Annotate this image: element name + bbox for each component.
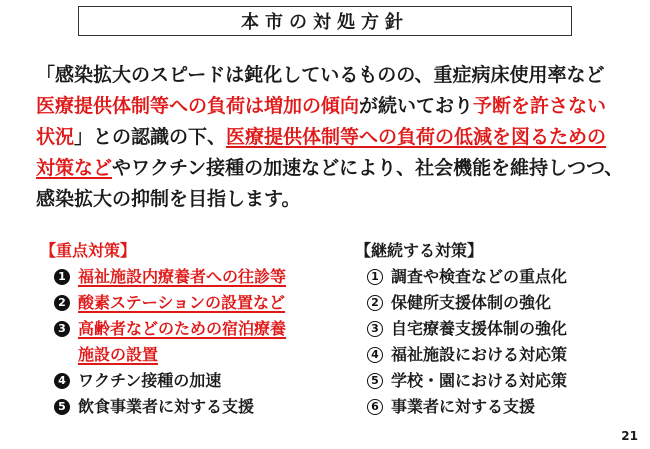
priority-item: [40, 368, 340, 394]
number-circle-icon: 6: [367, 399, 383, 415]
priority-item: [40, 290, 340, 316]
highlight-text: 予断を許さない: [473, 95, 607, 117]
continuing-item-text: 自宅療養支援体制の強化: [391, 319, 568, 338]
continuing-item-text: 福祉施設における対応策: [391, 345, 568, 364]
policy-paragraph: [36, 60, 636, 215]
paragraph-text: 」との認識の下、: [74, 126, 227, 148]
priority-item-text: 高齢者などのための宿泊療養: [78, 319, 287, 338]
priority-item-text: 飲食事業者に対する支援: [78, 397, 255, 416]
continuing-measures: [355, 238, 645, 420]
highlight-underlined-text: 医療提供体制等への負荷の低減を図るための: [226, 126, 607, 148]
continuing-item-text: 保健所支援体制の強化: [391, 293, 552, 312]
continuing-item-text: 調査や検査などの重点化: [391, 267, 568, 286]
highlight-text: 状況: [36, 126, 75, 148]
priority-list: [40, 264, 340, 420]
number-badge-icon: 3: [54, 321, 70, 337]
number-badge-icon: 2: [54, 295, 70, 311]
continuing-item-text: 学校・園における対応策: [391, 371, 568, 390]
priority-item: [40, 394, 340, 420]
number-circle-icon: 5: [367, 373, 383, 389]
continuing-item: [355, 394, 645, 420]
continuing-item: [355, 290, 645, 316]
priority-item-text: 福祉施設内療養者への往診等: [78, 267, 287, 286]
paragraph-line-4: [36, 153, 636, 184]
paragraph-text: が続いており: [359, 95, 474, 117]
page-number: 21: [621, 429, 638, 443]
slide-title: [78, 6, 572, 36]
number-badge-icon: 5: [54, 399, 70, 415]
priority-measures: [40, 238, 340, 420]
slide-title-text: 本市の対処方針: [241, 12, 409, 33]
number-badge-icon: 4: [54, 373, 70, 389]
number-circle-icon: 1: [367, 269, 383, 285]
continuing-item: [355, 368, 645, 394]
highlight-text: 医療提供体制等への負荷は増加の傾向: [36, 95, 360, 117]
continuing-item: [355, 316, 645, 342]
paragraph-line-2: [36, 91, 636, 122]
priority-item-continuation: 施設の設置: [78, 345, 159, 364]
paragraph-text: やワクチン接種の加速などにより、社会機能を維持しつつ、: [112, 157, 624, 179]
paragraph-text: 感染拡大の抑制を目指します。: [36, 188, 301, 210]
paragraph-line-3: [36, 122, 636, 153]
priority-item-text: 酸素ステーションの設置など: [78, 293, 286, 312]
number-circle-icon: 3: [367, 321, 383, 337]
number-circle-icon: 4: [367, 347, 383, 363]
priority-heading: 【重点対策】: [40, 241, 137, 260]
number-circle-icon: 2: [367, 295, 383, 311]
priority-item: [40, 264, 340, 290]
priority-item-text: ワクチン接種の加速: [78, 371, 222, 390]
continuing-item: [355, 342, 645, 368]
continuing-heading: 【継続する対策】: [355, 241, 484, 260]
continuing-item-text: 事業者に対する支援: [391, 397, 536, 416]
highlight-underlined-text: 対策など: [36, 157, 113, 179]
continuing-list: [355, 264, 645, 420]
paragraph-line-5: [36, 184, 636, 215]
number-badge-icon: 1: [54, 269, 70, 285]
continuing-item: [355, 264, 645, 290]
paragraph-text: 「感染拡大のスピードは鈍化しているものの、重症病床使用率など: [36, 64, 605, 86]
priority-item: [40, 316, 340, 342]
paragraph-line-1: [36, 60, 636, 91]
